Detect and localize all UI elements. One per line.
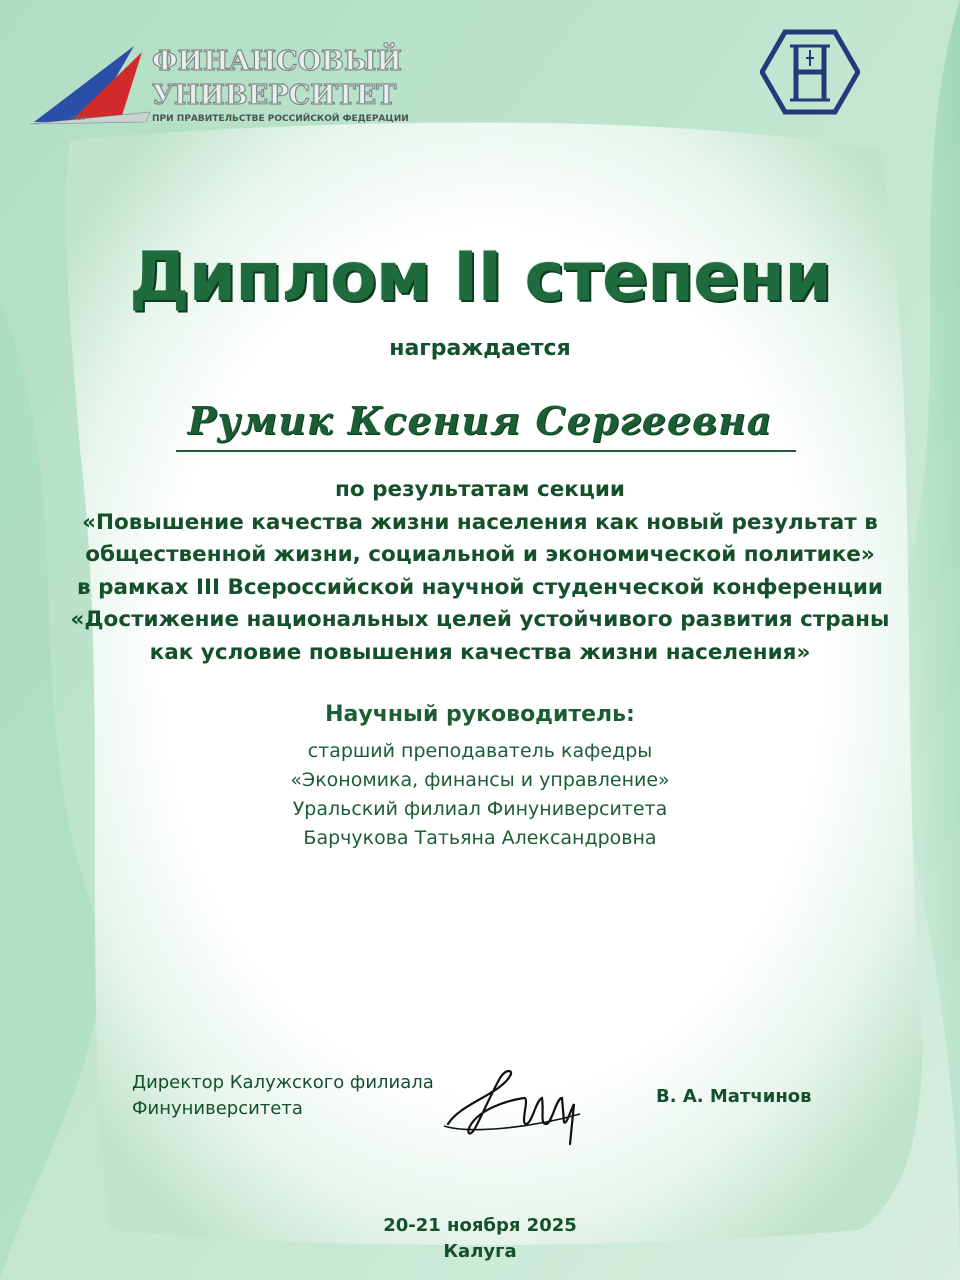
logo-line2: УНИВЕРСИТЕТ (152, 80, 397, 111)
logo-year: 1919 (70, 115, 86, 122)
awarded-label: награждается (389, 336, 571, 361)
footer (0, 1213, 960, 1265)
supervisor-line: старший преподаватель кафедры (307, 740, 653, 762)
logo-line3: ПРИ ПРАВИТЕЛЬСТВЕ РОССИЙСКОЙ ФЕДЕРАЦИИ (152, 114, 409, 124)
award-description (0, 474, 960, 669)
logo-line1: ФИНАНСОВЫЙ (152, 46, 402, 77)
description-line: общественной жизни, социальной и экономической политике» (85, 542, 875, 567)
recipient-name: Румик Ксения Сергеевна (187, 398, 773, 443)
diploma-title: Диплом II степени (129, 238, 831, 317)
description-line: «Повышение качества жизни населения как новый результат в (82, 509, 878, 535)
description-line: по результатам секции (335, 477, 625, 502)
supervisor-line: Уральский филиал Финуниверситета (292, 798, 668, 820)
description-line: в рамках III Всероссийской научной студенческой конференции (76, 574, 883, 600)
event-city: Калуга (443, 1241, 517, 1262)
signatory-position (132, 1070, 434, 1122)
signatory-name: В. А. Матчинов (656, 1086, 812, 1107)
description-line: как условие повышения качества жизни населения» (149, 639, 811, 665)
event-date: 20-21 ноября 2025 (383, 1215, 577, 1236)
description-line: «Достижение национальных целей устойчивого развития страны (70, 607, 890, 632)
university-logo (30, 38, 410, 128)
recipient-underline (176, 450, 796, 452)
supervisor-line: Барчукова Татьяна Александровна (303, 827, 657, 849)
supervisor-details (0, 737, 960, 853)
signatory-position-line: Директор Калужского филиала (132, 1072, 434, 1093)
supervisor-heading: Научный руководитель: (325, 702, 635, 727)
university-logo-graphic (30, 38, 410, 128)
hexagon-monogram-icon (760, 28, 860, 116)
supervisor-line: «Экономика, финансы и управление» (290, 769, 670, 791)
signatory-position-line: Финуниверситета (132, 1098, 303, 1119)
signature-image (440, 1064, 590, 1154)
